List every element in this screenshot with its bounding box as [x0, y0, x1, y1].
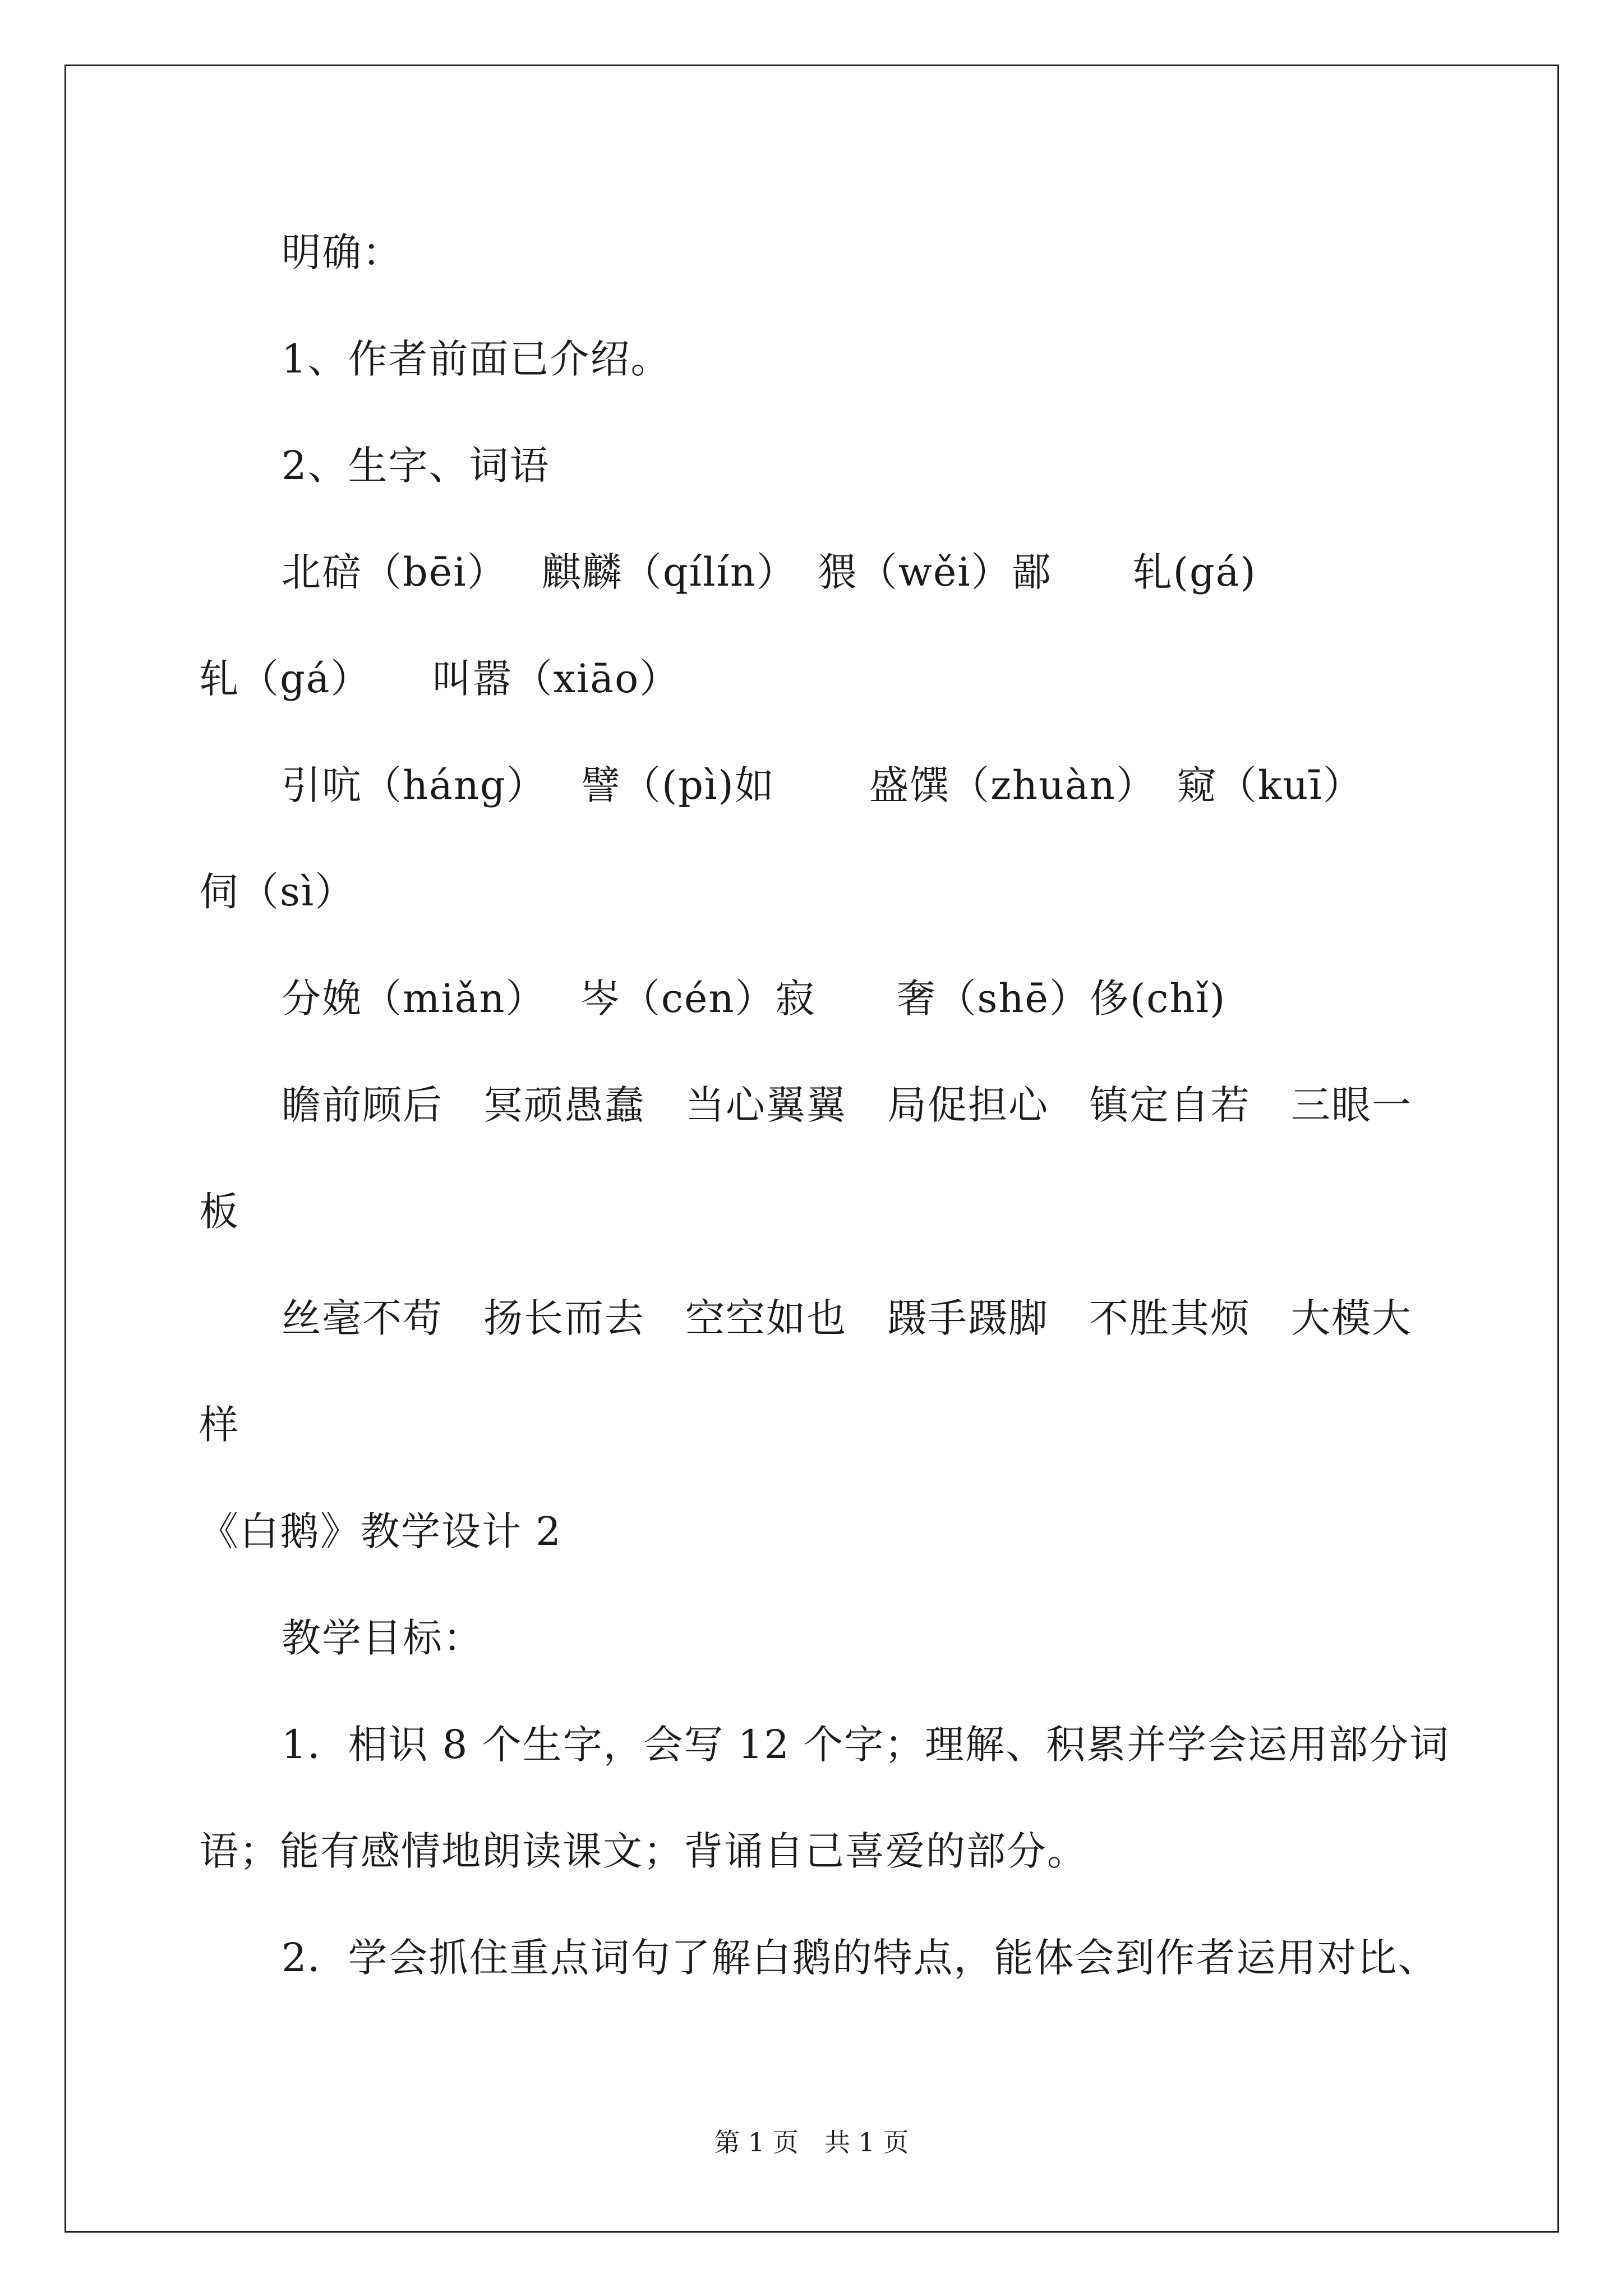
text-line: 轧（gá） 叫嚣（xiāo） [199, 656, 680, 702]
text-line: 北碚（bēi） 麒麟（qílín） 猥（wěi）鄙 轧(gá) [282, 549, 1257, 595]
text-line: 教学目标： [282, 1615, 483, 1661]
text-line: 1、作者前面已介绍。 [282, 336, 671, 382]
text-line: 分娩（miǎn） 岑（cén）寂 奢（shē）侈(chǐ) [282, 976, 1227, 1022]
text-line: 丝毫不苟 扬长而去 空空如也 蹑手蹑脚 不胜其烦 大模大 [282, 1295, 1412, 1341]
page-footer: 第 1 页 共 1 页 [714, 2127, 909, 2157]
text-line: 语；能有感情地朗读课文；背诵自己喜爱的部分。 [199, 1828, 1087, 1874]
text-line: 伺（sì） [199, 869, 356, 915]
text-line: 样 [199, 1402, 239, 1448]
text-line: 瞻前顾后 冥顽愚蠢 当心翼翼 局促担心 镇定自若 三眼一 [282, 1082, 1412, 1128]
text-line: 2、生字、词语 [282, 443, 550, 489]
text-line: 引吭（háng） 譬（(pì)如 盛馔（zhuàn） 窥（kuī） [282, 762, 1363, 808]
text-line: 2．学会抓住重点词句了解白鹅的特点，能体会到作者运用对比、 [282, 1935, 1438, 1981]
text-line: 板 [199, 1189, 239, 1235]
text-line: 明确： [282, 229, 403, 275]
section-heading: 《白鹅》教学设计 2 [199, 1508, 562, 1554]
text-line: 1．相识 8 个生字，会写 12 个字；理解、积累并学会运用部分词 [282, 1722, 1450, 1768]
page-border [64, 65, 1559, 2233]
